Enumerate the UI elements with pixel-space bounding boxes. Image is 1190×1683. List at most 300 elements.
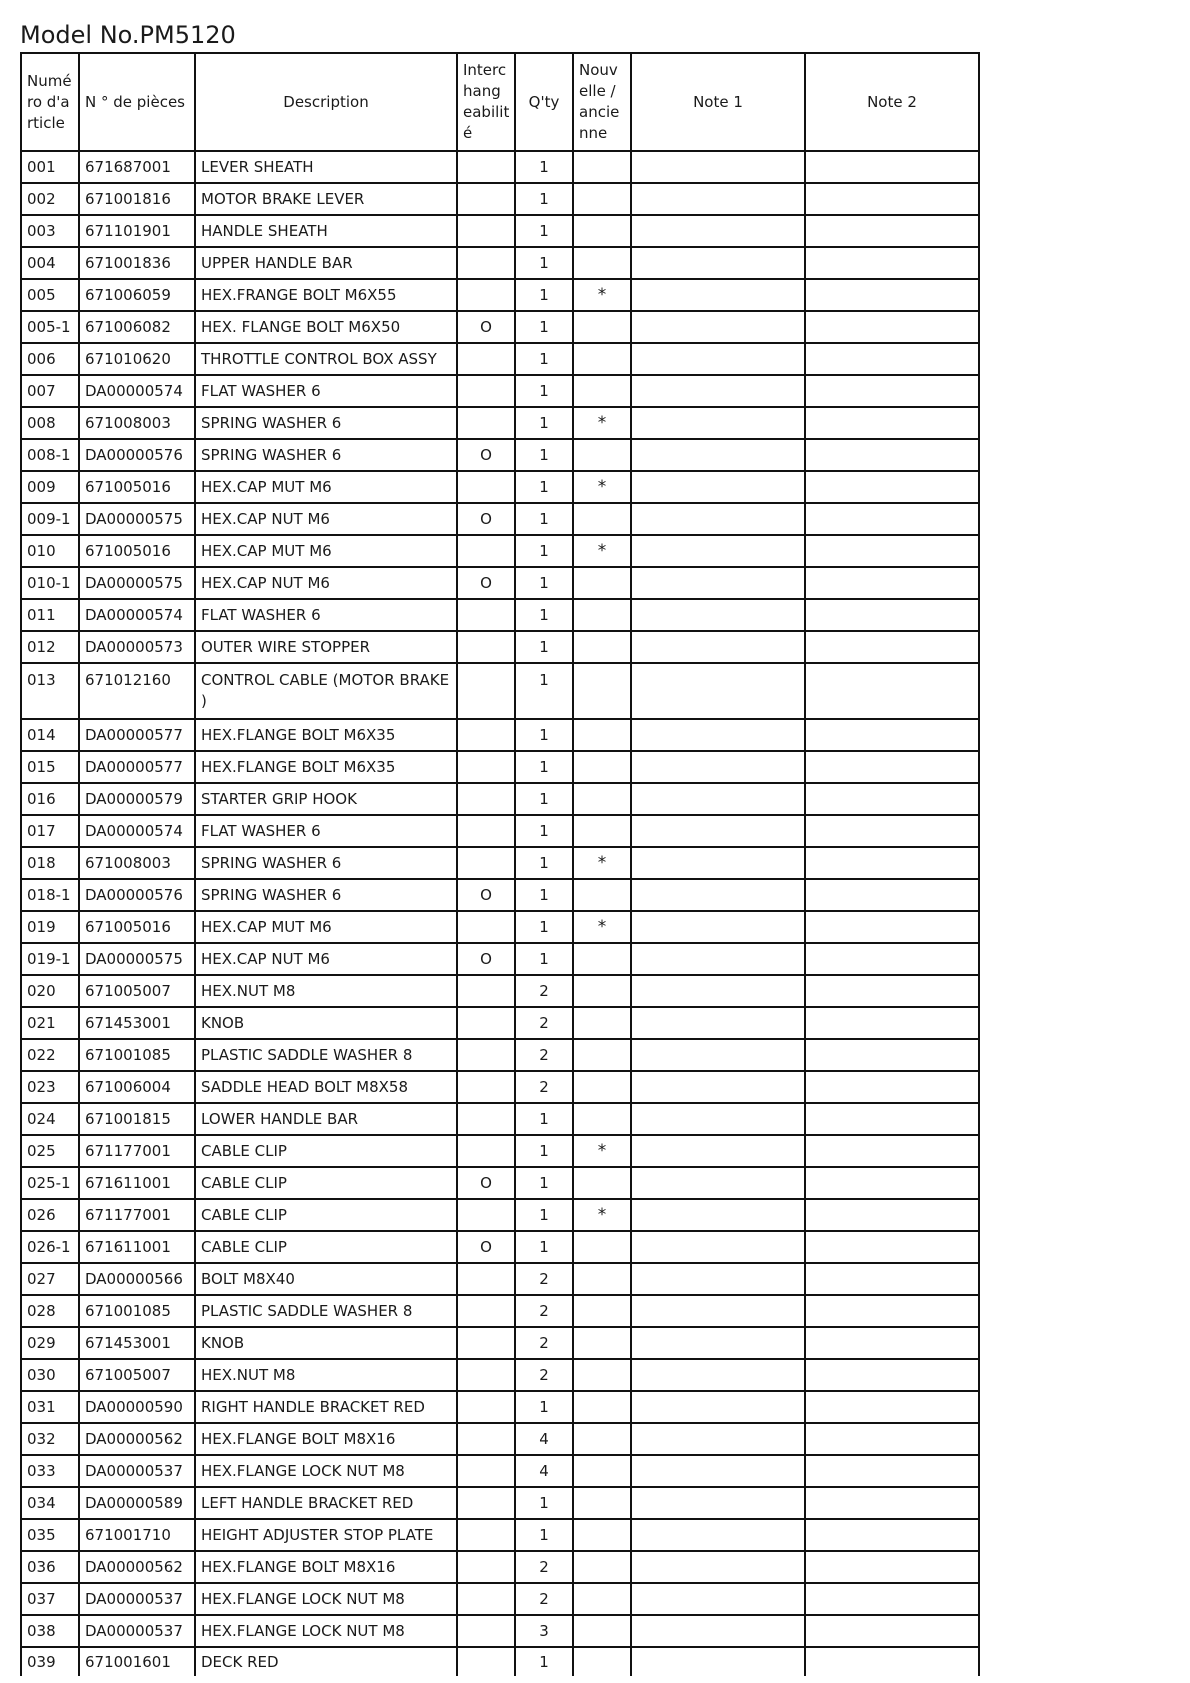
- cell-part-no: DA00000562: [79, 1423, 195, 1455]
- cell-note1: [631, 567, 805, 599]
- cell-item-no: 028: [21, 1295, 79, 1327]
- cell-description: UPPER HANDLE BAR: [195, 247, 457, 279]
- cell-qty: 1: [515, 1519, 573, 1551]
- header-part-no: N ° de pièces: [79, 53, 195, 151]
- cell-new-old: [573, 879, 631, 911]
- cell-new-old: [573, 1071, 631, 1103]
- cell-item-no: 030: [21, 1359, 79, 1391]
- cell-interchangeability: [457, 247, 515, 279]
- cell-qty: 1: [515, 407, 573, 439]
- cell-item-no: 008: [21, 407, 79, 439]
- cell-interchangeability: [457, 1455, 515, 1487]
- cell-note2: [805, 1007, 979, 1039]
- cell-note1: [631, 847, 805, 879]
- table-row: [21, 567, 979, 599]
- cell-description: FLAT WASHER 6: [195, 599, 457, 631]
- cell-item-no: 019-1: [21, 943, 79, 975]
- header-interchangeability: Interc hang eabilit é: [457, 53, 515, 151]
- cell-interchangeability: [457, 1487, 515, 1519]
- table-row: [21, 1615, 979, 1647]
- cell-qty: 2: [515, 1039, 573, 1071]
- table-row: [21, 375, 979, 407]
- cell-note1: [631, 1615, 805, 1647]
- cell-note1: [631, 1519, 805, 1551]
- cell-new-old: [573, 439, 631, 471]
- cell-description: MOTOR BRAKE LEVER: [195, 183, 457, 215]
- cell-interchangeability: [457, 1295, 515, 1327]
- cell-new-old: [573, 1295, 631, 1327]
- cell-description: KNOB: [195, 1327, 457, 1359]
- cell-note2: [805, 1551, 979, 1583]
- cell-new-old: [573, 1167, 631, 1199]
- cell-note1: [631, 1327, 805, 1359]
- cell-interchangeability: [457, 599, 515, 631]
- header-note1: Note 1: [631, 53, 805, 151]
- cell-note2: [805, 151, 979, 183]
- cell-qty: 1: [515, 183, 573, 215]
- cell-item-no: 010-1: [21, 567, 79, 599]
- cell-item-no: 017: [21, 815, 79, 847]
- cell-note2: [805, 407, 979, 439]
- table-row: [21, 471, 979, 503]
- cell-note1: [631, 1423, 805, 1455]
- header-new-old: Nouv elle / ancie nne: [573, 53, 631, 151]
- cell-note1: [631, 1263, 805, 1295]
- cell-interchangeability: [457, 815, 515, 847]
- cell-qty: 1: [515, 943, 573, 975]
- cell-interchangeability: [457, 1359, 515, 1391]
- cell-new-old: [573, 311, 631, 343]
- cell-part-no: DA00000576: [79, 879, 195, 911]
- cell-part-no: 671006082: [79, 311, 195, 343]
- cell-note2: [805, 343, 979, 375]
- table-row: [21, 1103, 979, 1135]
- cell-qty: 1: [515, 751, 573, 783]
- cell-note2: [805, 815, 979, 847]
- cell-description: HEX.CAP NUT M6: [195, 567, 457, 599]
- cell-note1: [631, 719, 805, 751]
- header-qty: Q'ty: [515, 53, 573, 151]
- cell-part-no: 671005007: [79, 1359, 195, 1391]
- table-row: [21, 815, 979, 847]
- cell-new-old: *: [573, 1135, 631, 1167]
- cell-qty: 2: [515, 975, 573, 1007]
- cell-item-no: 025-1: [21, 1167, 79, 1199]
- cell-part-no: 671005007: [79, 975, 195, 1007]
- cell-interchangeability: [457, 975, 515, 1007]
- table-row: [21, 663, 979, 719]
- cell-qty: 1: [515, 1167, 573, 1199]
- cell-item-no: 016: [21, 783, 79, 815]
- cell-item-no: 032: [21, 1423, 79, 1455]
- cell-description: HEX.NUT M8: [195, 975, 457, 1007]
- cell-qty: 4: [515, 1455, 573, 1487]
- cell-interchangeability: [457, 719, 515, 751]
- table-row: [21, 719, 979, 751]
- cell-item-no: 033: [21, 1455, 79, 1487]
- cell-new-old: [573, 1519, 631, 1551]
- cell-note2: [805, 1423, 979, 1455]
- cell-description: FLAT WASHER 6: [195, 815, 457, 847]
- cell-part-no: 671001815: [79, 1103, 195, 1135]
- cell-new-old: [573, 815, 631, 847]
- cell-new-old: [573, 503, 631, 535]
- cell-item-no: 015: [21, 751, 79, 783]
- cell-qty: 4: [515, 1423, 573, 1455]
- cell-new-old: [573, 599, 631, 631]
- table-row: [21, 847, 979, 879]
- cell-item-no: 018: [21, 847, 79, 879]
- cell-interchangeability: [457, 911, 515, 943]
- cell-note2: [805, 1039, 979, 1071]
- cell-new-old: [573, 751, 631, 783]
- cell-new-old: [573, 247, 631, 279]
- cell-note2: [805, 1359, 979, 1391]
- cell-qty: 1: [515, 471, 573, 503]
- cell-interchangeability: O: [457, 503, 515, 535]
- table-header-row: [21, 53, 979, 151]
- table-row: [21, 279, 979, 311]
- cell-qty: 1: [515, 879, 573, 911]
- cell-item-no: 005: [21, 279, 79, 311]
- cell-new-old: [573, 215, 631, 247]
- cell-part-no: DA00000537: [79, 1583, 195, 1615]
- cell-item-no: 012: [21, 631, 79, 663]
- cell-item-no: 020: [21, 975, 79, 1007]
- cell-item-no: 019: [21, 911, 79, 943]
- cell-new-old: [573, 1647, 631, 1676]
- cell-note2: [805, 1167, 979, 1199]
- cell-interchangeability: [457, 375, 515, 407]
- cell-note2: [805, 311, 979, 343]
- table-row: [21, 343, 979, 375]
- cell-description: HEX.FLANGE BOLT M8X16: [195, 1551, 457, 1583]
- cell-part-no: DA00000562: [79, 1551, 195, 1583]
- cell-description: CABLE CLIP: [195, 1135, 457, 1167]
- cell-part-no: 671611001: [79, 1167, 195, 1199]
- cell-qty: 1: [515, 375, 573, 407]
- cell-item-no: 009: [21, 471, 79, 503]
- cell-interchangeability: [457, 1647, 515, 1676]
- cell-note2: [805, 183, 979, 215]
- cell-description: CABLE CLIP: [195, 1231, 457, 1263]
- cell-item-no: 006: [21, 343, 79, 375]
- cell-interchangeability: [457, 1135, 515, 1167]
- cell-interchangeability: [457, 1615, 515, 1647]
- cell-note1: [631, 151, 805, 183]
- cell-part-no: 671453001: [79, 1007, 195, 1039]
- cell-note1: [631, 1039, 805, 1071]
- cell-note2: [805, 1103, 979, 1135]
- cell-description: HEX.CAP MUT M6: [195, 471, 457, 503]
- cell-qty: 1: [515, 215, 573, 247]
- cell-note1: [631, 1103, 805, 1135]
- cell-note2: [805, 599, 979, 631]
- cell-new-old: [573, 975, 631, 1007]
- table-row: [21, 1551, 979, 1583]
- cell-note2: [805, 1263, 979, 1295]
- cell-qty: 1: [515, 343, 573, 375]
- cell-note2: [805, 1647, 979, 1676]
- cell-part-no: 671001816: [79, 183, 195, 215]
- cell-new-old: *: [573, 279, 631, 311]
- cell-part-no: DA00000577: [79, 719, 195, 751]
- cell-note1: [631, 311, 805, 343]
- cell-qty: 1: [515, 783, 573, 815]
- cell-item-no: 034: [21, 1487, 79, 1519]
- cell-item-no: 003: [21, 215, 79, 247]
- cell-part-no: 671008003: [79, 847, 195, 879]
- cell-description: CONTROL CABLE (MOTOR BRAKE ): [195, 663, 457, 719]
- cell-note1: [631, 1391, 805, 1423]
- cell-part-no: 671005016: [79, 535, 195, 567]
- cell-part-no: DA00000574: [79, 815, 195, 847]
- cell-new-old: *: [573, 847, 631, 879]
- table-row: [21, 1359, 979, 1391]
- cell-interchangeability: [457, 215, 515, 247]
- cell-note2: [805, 503, 979, 535]
- cell-note2: [805, 879, 979, 911]
- cell-new-old: *: [573, 1199, 631, 1231]
- table-row: [21, 631, 979, 663]
- table-row: [21, 1455, 979, 1487]
- table-row: [21, 879, 979, 911]
- cell-item-no: 005-1: [21, 311, 79, 343]
- table-row: [21, 1135, 979, 1167]
- cell-qty: 1: [515, 1199, 573, 1231]
- cell-qty: 1: [515, 439, 573, 471]
- cell-note2: [805, 783, 979, 815]
- table-row: [21, 1327, 979, 1359]
- cell-note1: [631, 375, 805, 407]
- cell-part-no: 671101901: [79, 215, 195, 247]
- cell-description: BOLT M8X40: [195, 1263, 457, 1295]
- cell-note1: [631, 1231, 805, 1263]
- cell-part-no: DA00000575: [79, 567, 195, 599]
- table-row: [21, 1487, 979, 1519]
- cell-interchangeability: O: [457, 1231, 515, 1263]
- cell-item-no: 014: [21, 719, 79, 751]
- cell-note1: [631, 343, 805, 375]
- cell-new-old: [573, 631, 631, 663]
- cell-part-no: DA00000537: [79, 1615, 195, 1647]
- cell-description: PLASTIC SADDLE WASHER 8: [195, 1039, 457, 1071]
- table-row: [21, 407, 979, 439]
- table-row: [21, 1391, 979, 1423]
- table-row: [21, 1263, 979, 1295]
- cell-part-no: 671001085: [79, 1039, 195, 1071]
- cell-part-no: 671177001: [79, 1199, 195, 1231]
- table-row: [21, 439, 979, 471]
- cell-item-no: 009-1: [21, 503, 79, 535]
- cell-interchangeability: [457, 1327, 515, 1359]
- cell-interchangeability: [457, 343, 515, 375]
- cell-qty: 2: [515, 1263, 573, 1295]
- cell-new-old: [573, 183, 631, 215]
- cell-new-old: [573, 567, 631, 599]
- cell-description: HEX.FLANGE BOLT M6X35: [195, 719, 457, 751]
- cell-note2: [805, 1071, 979, 1103]
- cell-note2: [805, 751, 979, 783]
- cell-new-old: [573, 1359, 631, 1391]
- cell-part-no: 671453001: [79, 1327, 195, 1359]
- cell-item-no: 029: [21, 1327, 79, 1359]
- cell-note1: [631, 599, 805, 631]
- table-row: [21, 975, 979, 1007]
- cell-note1: [631, 1295, 805, 1327]
- cell-interchangeability: O: [457, 567, 515, 599]
- cell-qty: 1: [515, 1647, 573, 1676]
- cell-interchangeability: [457, 535, 515, 567]
- cell-interchangeability: [457, 1199, 515, 1231]
- cell-qty: 2: [515, 1583, 573, 1615]
- cell-description: HEX.FLANGE LOCK NUT M8: [195, 1615, 457, 1647]
- cell-note1: [631, 439, 805, 471]
- cell-qty: 2: [515, 1359, 573, 1391]
- cell-note1: [631, 1455, 805, 1487]
- cell-description: HEX.FLANGE BOLT M8X16: [195, 1423, 457, 1455]
- cell-item-no: 007: [21, 375, 79, 407]
- cell-note1: [631, 1487, 805, 1519]
- cell-part-no: DA00000576: [79, 439, 195, 471]
- cell-note2: [805, 911, 979, 943]
- table-row: [21, 1519, 979, 1551]
- cell-note1: [631, 1199, 805, 1231]
- cell-note1: [631, 215, 805, 247]
- table-row: [21, 183, 979, 215]
- cell-note2: [805, 535, 979, 567]
- cell-qty: 1: [515, 247, 573, 279]
- cell-new-old: [573, 1231, 631, 1263]
- cell-note2: [805, 1295, 979, 1327]
- header-item-no: Numé ro d'a rticle: [21, 53, 79, 151]
- cell-qty: 2: [515, 1071, 573, 1103]
- table-row: [21, 535, 979, 567]
- cell-note1: [631, 183, 805, 215]
- cell-part-no: DA00000566: [79, 1263, 195, 1295]
- cell-note1: [631, 1135, 805, 1167]
- cell-note2: [805, 1519, 979, 1551]
- cell-description: CABLE CLIP: [195, 1167, 457, 1199]
- cell-description: HEX.FLANGE BOLT M6X35: [195, 751, 457, 783]
- cell-qty: 1: [515, 663, 573, 719]
- cell-description: SPRING WASHER 6: [195, 847, 457, 879]
- cell-item-no: 001: [21, 151, 79, 183]
- cell-part-no: DA00000590: [79, 1391, 195, 1423]
- cell-item-no: 022: [21, 1039, 79, 1071]
- parts-table: [20, 52, 980, 1676]
- cell-note2: [805, 1583, 979, 1615]
- cell-qty: 1: [515, 535, 573, 567]
- cell-item-no: 026: [21, 1199, 79, 1231]
- cell-item-no: 002: [21, 183, 79, 215]
- cell-description: OUTER WIRE STOPPER: [195, 631, 457, 663]
- cell-interchangeability: [457, 471, 515, 503]
- cell-part-no: DA00000537: [79, 1455, 195, 1487]
- cell-new-old: [573, 719, 631, 751]
- cell-new-old: [573, 1263, 631, 1295]
- header-note2: Note 2: [805, 53, 979, 151]
- cell-qty: 1: [515, 1391, 573, 1423]
- cell-description: HEX.FRANGE BOLT M6X55: [195, 279, 457, 311]
- table-row: [21, 599, 979, 631]
- cell-description: HEX.CAP NUT M6: [195, 943, 457, 975]
- table-row: [21, 1423, 979, 1455]
- cell-note1: [631, 1007, 805, 1039]
- cell-note1: [631, 815, 805, 847]
- page-title: Model No.PM5120: [20, 21, 236, 49]
- cell-note2: [805, 471, 979, 503]
- table-row: [21, 1167, 979, 1199]
- cell-note1: [631, 247, 805, 279]
- cell-item-no: 039: [21, 1647, 79, 1676]
- table-row: [21, 1199, 979, 1231]
- cell-note1: [631, 1167, 805, 1199]
- table-row: [21, 1071, 979, 1103]
- table-row: [21, 1647, 979, 1676]
- cell-qty: 1: [515, 567, 573, 599]
- cell-part-no: 671177001: [79, 1135, 195, 1167]
- cell-qty: 2: [515, 1007, 573, 1039]
- cell-part-no: 671010620: [79, 343, 195, 375]
- cell-qty: 1: [515, 311, 573, 343]
- cell-description: SADDLE HEAD BOLT M8X58: [195, 1071, 457, 1103]
- cell-interchangeability: [457, 1519, 515, 1551]
- cell-description: SPRING WASHER 6: [195, 439, 457, 471]
- cell-description: LOWER HANDLE BAR: [195, 1103, 457, 1135]
- cell-qty: 1: [515, 151, 573, 183]
- cell-qty: 1: [515, 599, 573, 631]
- cell-description: HEIGHT ADJUSTER STOP PLATE: [195, 1519, 457, 1551]
- table-row: [21, 311, 979, 343]
- cell-description: HEX. FLANGE BOLT M6X50: [195, 311, 457, 343]
- cell-interchangeability: O: [457, 311, 515, 343]
- cell-qty: 1: [515, 279, 573, 311]
- cell-new-old: [573, 343, 631, 375]
- cell-qty: 1: [515, 719, 573, 751]
- cell-note1: [631, 943, 805, 975]
- cell-note1: [631, 663, 805, 719]
- cell-note2: [805, 1391, 979, 1423]
- cell-note2: [805, 1487, 979, 1519]
- cell-description: SPRING WASHER 6: [195, 407, 457, 439]
- header-description: Description: [195, 53, 457, 151]
- cell-description: HEX.NUT M8: [195, 1359, 457, 1391]
- cell-part-no: DA00000575: [79, 943, 195, 975]
- cell-interchangeability: [457, 1551, 515, 1583]
- cell-interchangeability: [457, 1423, 515, 1455]
- cell-new-old: [573, 663, 631, 719]
- cell-new-old: [573, 1327, 631, 1359]
- cell-note1: [631, 503, 805, 535]
- cell-new-old: [573, 1455, 631, 1487]
- cell-qty: 1: [515, 1487, 573, 1519]
- cell-new-old: [573, 1487, 631, 1519]
- cell-note2: [805, 719, 979, 751]
- cell-description: CABLE CLIP: [195, 1199, 457, 1231]
- cell-interchangeability: [457, 663, 515, 719]
- cell-note2: [805, 663, 979, 719]
- table-row: [21, 1231, 979, 1263]
- table-row: [21, 1007, 979, 1039]
- cell-note1: [631, 1071, 805, 1103]
- cell-part-no: 671001085: [79, 1295, 195, 1327]
- table-row: [21, 783, 979, 815]
- cell-note2: [805, 1231, 979, 1263]
- cell-interchangeability: [457, 407, 515, 439]
- cell-item-no: 038: [21, 1615, 79, 1647]
- cell-interchangeability: [457, 279, 515, 311]
